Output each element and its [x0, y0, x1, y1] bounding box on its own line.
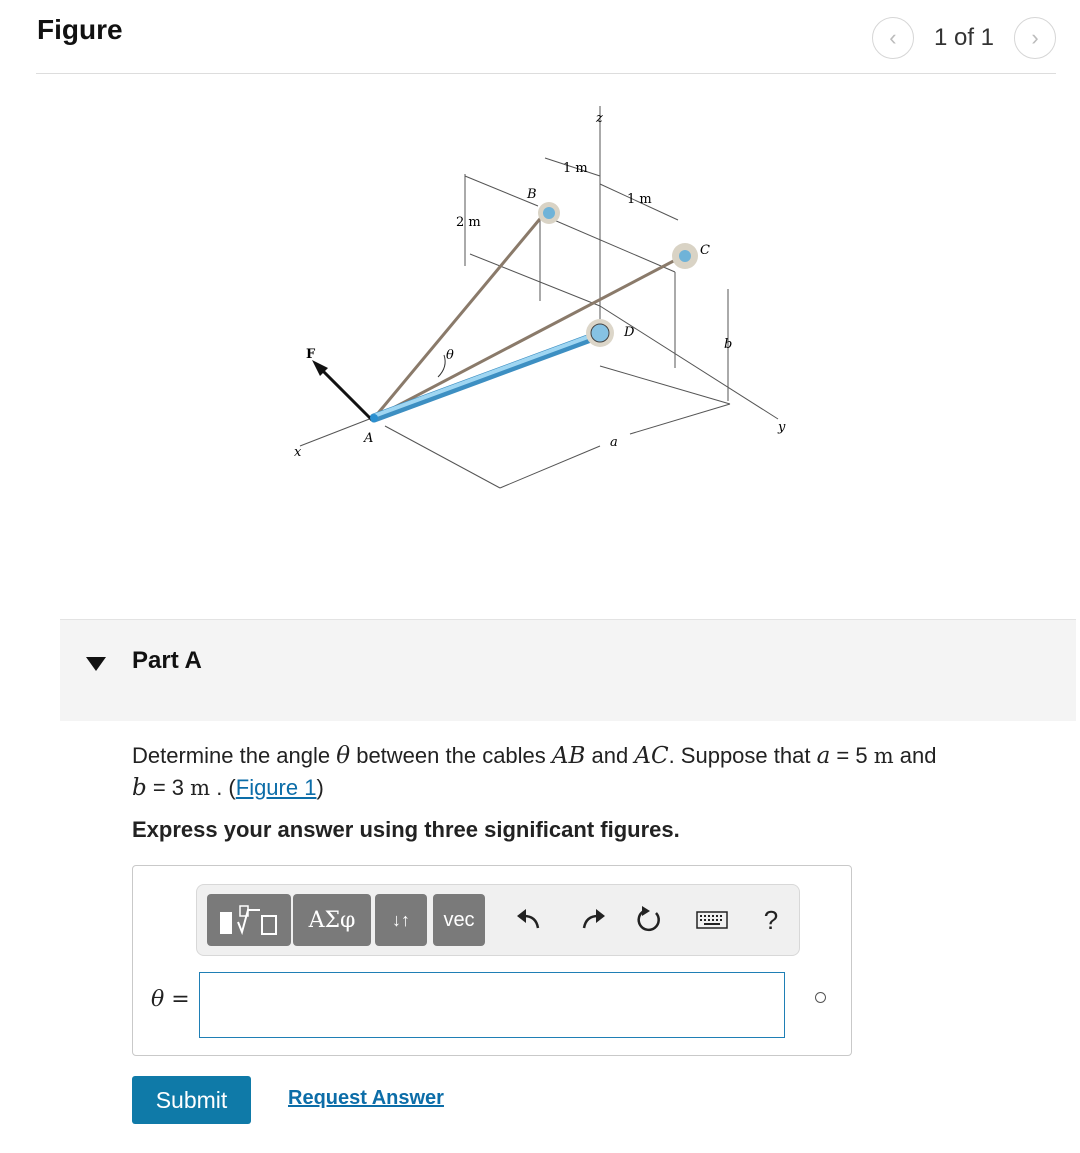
question-mid2: and — [585, 743, 635, 768]
force-f-arrow — [320, 368, 372, 420]
pager-text: 1 of 1 — [933, 24, 994, 51]
status-circle-icon — [815, 992, 826, 1003]
label-z: z — [596, 111, 603, 126]
chevron-right-icon: › — [1031, 25, 1039, 50]
label-1m-right: 1 m — [627, 192, 652, 207]
question-close: ) — [316, 775, 324, 800]
answer-input[interactable] — [199, 972, 785, 1038]
help-button[interactable] — [749, 897, 793, 943]
chevron-left-icon: ‹ — [889, 25, 897, 50]
next-figure-button[interactable] — [1014, 17, 1056, 59]
reset-button[interactable] — [627, 897, 671, 943]
answer-box — [132, 865, 852, 1056]
question-ab: AB — [551, 743, 586, 769]
header-divider — [36, 73, 1056, 74]
label-b-point: B — [527, 187, 537, 202]
ground-line-a — [385, 426, 500, 488]
keyboard-button[interactable] — [690, 897, 734, 943]
question-a-eq: = 5 — [830, 743, 874, 768]
arrows-button[interactable]: ↓↑ — [375, 894, 427, 946]
question-b-eq: = 3 — [146, 775, 191, 800]
part-title: Part A — [132, 647, 202, 674]
pole-highlight — [374, 334, 596, 416]
label-x: x — [294, 445, 302, 460]
question-mid3: . Suppose that — [668, 743, 817, 768]
toolbar-button-group — [207, 894, 485, 946]
label-f: F — [306, 347, 316, 362]
support-b-bolt — [543, 207, 555, 219]
x-axis — [300, 418, 372, 446]
submit-button[interactable]: Submit — [132, 1076, 251, 1124]
undo-icon — [514, 906, 542, 934]
figure-pager — [872, 17, 1056, 59]
label-1m-top: 1 m — [563, 161, 588, 176]
question-mid1: between the cables — [350, 743, 552, 768]
label-2m: 2 m — [456, 215, 481, 230]
templates-icon — [214, 902, 284, 938]
theta-arc — [438, 355, 445, 377]
question-ac: AC — [634, 743, 669, 769]
reset-icon — [634, 905, 664, 935]
label-a-dim: a — [610, 435, 618, 450]
figure-diagram — [260, 96, 820, 516]
question-unit-2: m — [190, 776, 211, 800]
redo-button[interactable] — [572, 897, 616, 943]
support-d-plate — [591, 324, 609, 342]
cable-ac — [374, 256, 683, 418]
a-dimension-right — [630, 404, 730, 434]
question-unit-1: m — [873, 744, 894, 768]
figure-link[interactable]: Figure 1 — [235, 775, 317, 800]
greek-symbols-button[interactable]: ΑΣφ — [293, 894, 371, 946]
help-label: ? — [763, 904, 779, 935]
instruction-text: Express your answer using three significant figures. — [132, 817, 680, 842]
question-theta: θ — [336, 743, 351, 769]
undo-button[interactable] — [506, 897, 550, 943]
templates-button[interactable] — [207, 894, 291, 946]
vec-button[interactable]: vec — [433, 894, 485, 946]
question-prefix: Determine the angle — [132, 743, 337, 768]
math-toolbar — [196, 884, 800, 956]
ground-line-d — [600, 366, 730, 404]
question-b-var: b — [132, 775, 147, 801]
label-theta: θ — [446, 348, 454, 363]
answer-label — [151, 986, 190, 1012]
question-and: and — [893, 743, 937, 768]
caret-down-icon[interactable] — [86, 657, 106, 671]
bc-line — [540, 214, 675, 272]
y-axis — [600, 306, 778, 419]
figure-title: Figure — [37, 14, 123, 45]
request-answer-link[interactable]: Request Answer — [288, 1087, 444, 1109]
label-d-point: D — [624, 325, 635, 340]
a-dimension-left — [500, 446, 600, 488]
label-b-dim: b — [724, 337, 733, 352]
label-a-point: A — [364, 431, 374, 446]
part-a-header[interactable] — [60, 619, 1076, 721]
label-y: y — [778, 420, 786, 435]
answer-label-text: θ = — [151, 987, 190, 1012]
keyboard-icon — [696, 910, 728, 930]
figure-svg — [260, 96, 820, 516]
question-text — [132, 740, 1032, 804]
question-dot: . ( — [210, 775, 236, 800]
prev-figure-button[interactable] — [872, 17, 914, 59]
label-c-point: C — [700, 243, 710, 258]
redo-icon — [580, 906, 608, 934]
support-c-bolt — [679, 250, 691, 262]
question-a-var: a — [816, 743, 831, 769]
point-a — [370, 414, 378, 422]
